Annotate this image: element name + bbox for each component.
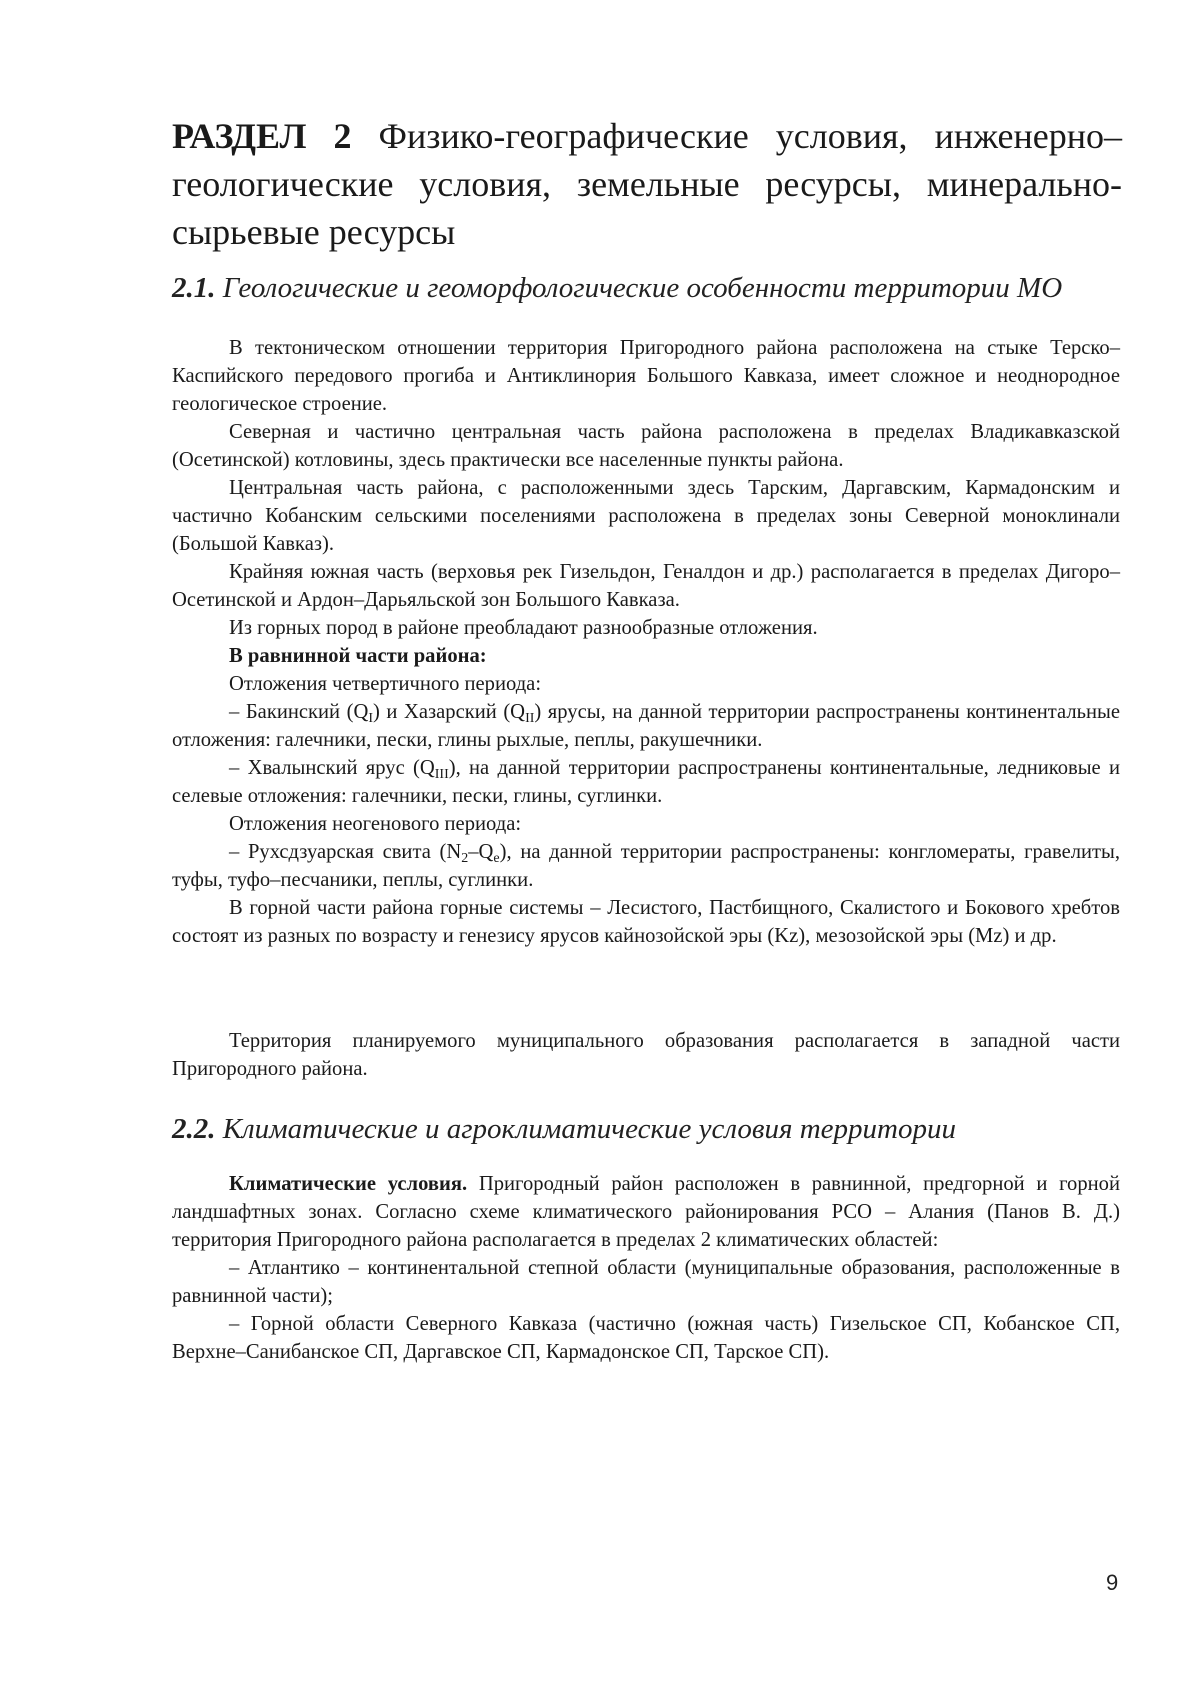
heading-2-2-number: 2.2. (172, 1113, 216, 1145)
section-title (172, 112, 1122, 256)
neogene-item-1: – Рухсдзуарская свита $(N_2-Q_e)$, на данной территории распространены: конгломераты, гравелиты, туфы, туфо–песчаники, пеплы, суглинки. (172, 841, 1121, 891)
section-title-text: Физико-географические условия, инженерно–геологические условия, земельные ресурсы, минерально-сырьевые ресурсы (172, 116, 1122, 252)
territory-body (172, 1027, 1120, 1083)
quaternary-heading: Отложения четвертичного периода: (229, 673, 542, 695)
heading-2-1 (172, 272, 1122, 305)
paragraph: Северная и частично центральная часть района расположена в пределах Владикавказской (Осетинской) котловины, здесь практически все населенные пункты района. (172, 421, 1120, 471)
mountain-paragraph: В горной части района горные системы – Лесистого, Пастбищного, Скалистого и Бокового хребтов состоят из разных по возрасту и генезису ярусов кайнозойской эры (Kz), мезозойской эры (Mz) и др. (172, 897, 1120, 947)
climate-label: Климатические условия. (229, 1173, 468, 1195)
climate-paragraph (172, 1170, 1120, 1254)
quaternary-item-2: – Хвалынский ярус $(Q_{III})$, на данной территории распространены континентальные, ледниковые и селевые отложения: галечники, пески, глины, суглинки. (172, 757, 1120, 807)
section-label: РАЗДЕЛ 2 (172, 116, 352, 156)
paragraph: Крайняя южная часть (верховья рек Гизельдон, Геналдон и др.) располагается в пределах Дигоро–Осетинской и Ардон–Дарьяльской зон Большого Кавказа. (172, 561, 1120, 611)
section-2-2-body (172, 1170, 1120, 1366)
heading-2-1-number: 2.1. (172, 272, 216, 304)
climate-item-2: – Горной области Северного Кавказа (частично (южная часть) Гизельское СП, Кобанское СП, Верхне–Санибанское СП, Даргавское СП, Кармадонское СП, Тарское СП). (172, 1313, 1120, 1363)
heading-2-2-title: Климатические и агроклиматические условия территории (215, 1113, 956, 1145)
paragraph: Центральная часть района, с расположенными здесь Тарским, Даргавским, Кармадонским и частично Кобанским сельскими поселениями расположена в пределах зоны Северной моноклинали (Большой Кавказ). (172, 477, 1120, 555)
paragraph: В тектоническом отношении территория Пригородного района расположена на стыке Терско–Каспийского передового прогиба и Антиклинория Большого Кавказа, имеет сложное и неоднородное геологическое строение. (172, 337, 1120, 415)
territory-paragraph: Территория планируемого муниципального образования располагается в западной части Пригородного района. (172, 1030, 1120, 1080)
climate-text: Пригородный район расположен в равнинной, предгорной и горной ландшафтных зонах. Согласно схеме климатического районирования РСО – Алания (Панов В. Д.) территория Пригородного района располагается в пределах 2 климатических областей: (172, 1173, 1120, 1251)
section-2-1-body (172, 334, 1120, 950)
quaternary-item-1: – Бакинский $(Q_I)$ и Хазарский $(Q_{II})$ ярусы, на данной территории распространены континентальные отложения: галечники, пески, глины рыхлые, пеплы, ракушечники. (172, 701, 1121, 751)
paragraph: Из горных пород в районе преобладают разнообразные отложения. (229, 617, 818, 639)
plain-part-heading: В равнинной части района: (229, 645, 487, 667)
heading-2-1-title: Геологические и геоморфологические особенности территории МО (215, 272, 1063, 304)
page-number: 9 (1106, 1570, 1119, 1595)
climate-item-1: – Атлантико – континентальной степной области (муниципальные образования, расположенные в равнинной части); (172, 1257, 1120, 1307)
heading-2-2 (172, 1113, 1122, 1146)
neogene-heading: Отложения неогенового периода: (229, 813, 522, 835)
